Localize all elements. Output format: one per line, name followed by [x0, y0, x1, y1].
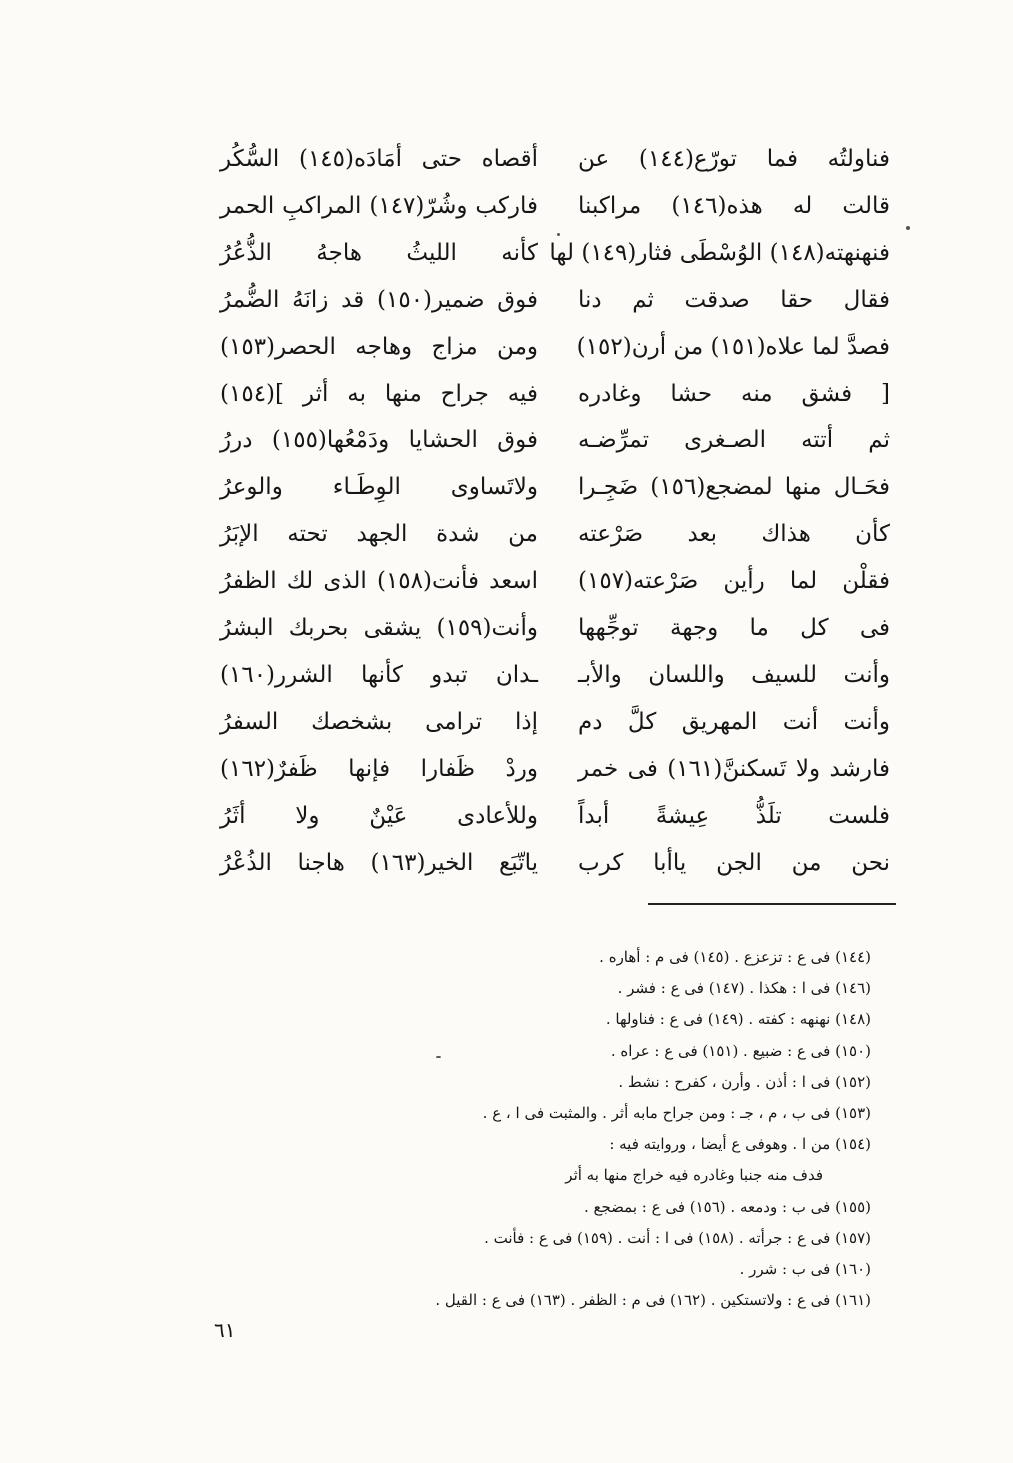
footnote: (١٥٠) فى ع : ضبيع . (١٥١) فى ع : عراه .	[610, 1041, 871, 1060]
paper-speck	[906, 226, 910, 230]
verse-second-hemistich: كأنه الليثُ هاجهُ الذُّعُرُ	[220, 239, 538, 266]
verse-second-hemistich: وردْ ظَفارا فإنها ظَفرٌ(١٦٢)	[220, 755, 538, 782]
verse-line	[0, 558, 1013, 604]
verse-line	[0, 136, 1013, 182]
verse-first-hemistich: فحَـال منها لمضجع(١٥٦) ضَجِـرا	[578, 474, 890, 501]
verse-second-hemistich: فيه جراح منها به أثر ](١٥٤)	[220, 380, 538, 407]
verse-first-hemistich: فناولتُه فما تورّع(١٤٤) عن	[578, 146, 890, 172]
paper-speck	[557, 233, 560, 236]
verse-first-hemistich: فنهنهته(١٤٨) الوُسْطَى فثار(١٤٩) لها	[549, 239, 890, 266]
verse-line	[0, 652, 1013, 698]
verse-first-hemistich: فى كل ما وجهة توجِّهها	[578, 615, 890, 641]
footnote: (١٦١) فى ع : ولاتستكين . (١٦٢) فى م : الظفر . (١٦٣) فى ع : القيل .	[435, 1291, 871, 1310]
verse-second-hemistich: ـدان تبدو كأنها الشرر(١٦٠)	[220, 661, 538, 688]
verse-second-hemistich: وللأعادى عَيْنٌ ولا أثَرُ	[220, 802, 538, 829]
verse-line	[0, 277, 1013, 323]
footnote-divider	[648, 903, 896, 905]
footnote: (١٤٤) فى ع : تزعزع . (١٤٥) فى م : أهاره .	[599, 948, 871, 966]
footnote: (١٥٧) فى ع : جرأته . (١٥٨) فى ا : أنت . (١٥٩) فى ع : فأنت .	[484, 1228, 871, 1247]
verse-second-hemistich: فاركب وشُرّ(١٤٧) المراكبِ الحمر	[220, 192, 539, 219]
verse-line	[0, 605, 1013, 651]
verse-line	[0, 183, 1013, 229]
verse-line	[0, 840, 1013, 886]
verse-line	[0, 511, 1013, 557]
verse-second-hemistich: وأنت(١٥٩) يشقى بحربك البشرُ	[220, 615, 538, 641]
verse-second-hemistich: ياتّبَع الخير(١٦٣) هاجنا الذُعْرُ	[220, 849, 538, 876]
verse-first-hemistich: فارشد ولا تَسكننَّ(١٦١) فى خمر	[578, 755, 890, 782]
verse-line	[0, 417, 1013, 463]
footnote: (١٥٥) فى ب : ودمعه . (١٥٦) فى ع : بمضجع .	[583, 1197, 871, 1216]
footnote: (١٥٤) من ا . وهوفى ع أيضا ، وروايته فيه :	[609, 1135, 871, 1154]
footnote: (١٥٣) فى ب ، م ، جـ : ومن جراح مابه أثر . والمثبت فى ا ، ع .	[482, 1104, 871, 1122]
verse-first-hemistich: [ فشق منه حشا وغادره	[578, 380, 890, 407]
verse-first-hemistich: وأنت للسيف واللسان والأبـ	[578, 661, 890, 688]
verse-first-hemistich: فقلْن لما رأين صَرْعته(١٥٧)	[578, 568, 890, 595]
verse-second-hemistich: فوق ضمير(١٥٠) قد زانَهُ الضُّمرُ	[220, 286, 538, 313]
verse-line	[0, 230, 1013, 276]
verse-second-hemistich: ولاتَساوى الوِطَـاء والوعرُ	[220, 474, 538, 501]
verse-first-hemistich: وأنت أنت المهريق كلَّ دم	[578, 708, 890, 735]
verse-line	[0, 324, 1013, 370]
footnote: (١٤٦) فى ا : هكذا . (١٤٧) فى ع : فشر .	[617, 979, 871, 998]
footnote: (١٤٨) نهنهه : كفته . (١٤٩) فى ع : فناولها .	[605, 1010, 871, 1029]
verse-second-hemistich: اسعد فأنت(١٥٨) الذى لك الظفرُ	[220, 568, 538, 595]
verse-first-hemistich: فقال حقا صدقت ثم دنا	[578, 286, 890, 313]
verse-first-hemistich: قالت له هذه(١٤٦) مراكبنا	[578, 192, 890, 219]
verse-first-hemistich: فصدَّ لما علاه(١٥١) من أرن(١٥٢)	[576, 333, 890, 360]
verse-line	[0, 464, 1013, 510]
footnote: (١٦٠) فى ب : شرر .	[739, 1260, 871, 1278]
paper-speck	[436, 1056, 441, 1058]
verse-first-hemistich: فلست تلَذُّ عِيشةً أبداً	[578, 802, 890, 829]
verse-second-hemistich: إذا ترامى بشخصك السفرُ	[220, 708, 538, 735]
footnote: فدف منه جنبا وغادره فيه خراج منها به أثر	[565, 1166, 823, 1185]
verse-second-hemistich: فوق الحشايا ودَمْعُها(١٥٥) دررُ	[220, 427, 539, 454]
page-number: ٦١	[214, 1318, 236, 1342]
verse-second-hemistich: ومن مزاج وهاجه الحصر(١٥٣)	[220, 333, 538, 360]
verse-line	[0, 793, 1013, 839]
verse-line	[0, 699, 1013, 745]
verse-first-hemistich: كأن هذاك بعد صَرْعته	[578, 521, 890, 548]
verse-first-hemistich: نحن من الجن ياأبا كرب	[578, 849, 890, 876]
verse-second-hemistich: أقصاه حتى أمَادَه(١٤٥) السُّكُر	[220, 146, 538, 172]
verse-line	[0, 371, 1013, 417]
verse-first-hemistich: ثم أتته الصـغرى تمرِّضـه	[578, 427, 890, 454]
verse-line	[0, 746, 1013, 792]
footnote: (١٥٢) فى ا : أذن . وأرن ، كفرح : نشط .	[618, 1072, 871, 1091]
verse-second-hemistich: من شدة الجهد تحته الإبَرُ	[220, 521, 538, 548]
